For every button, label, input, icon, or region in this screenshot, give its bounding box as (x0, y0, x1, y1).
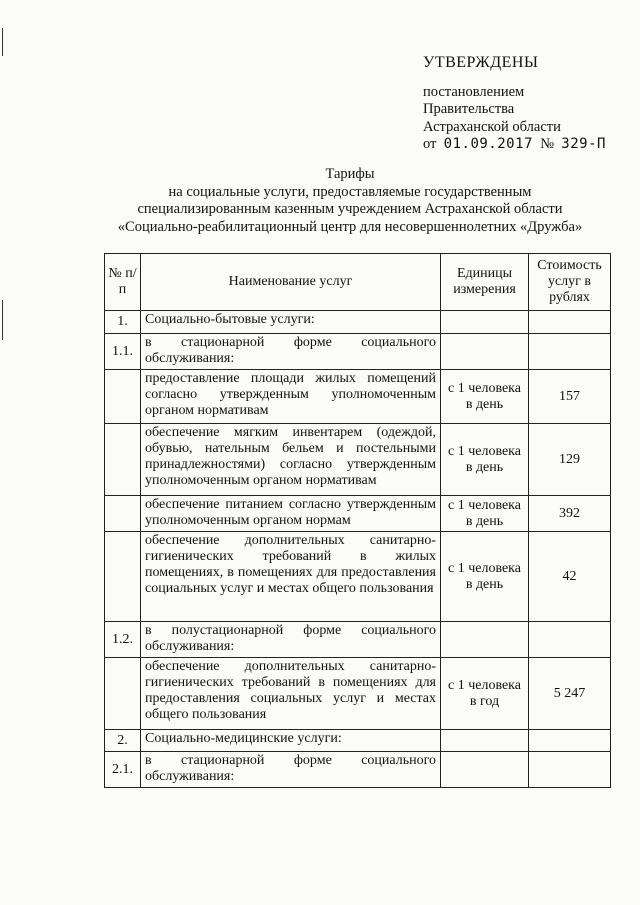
document-title (90, 166, 610, 236)
row-name: обеспечение дополнительных санитарно-гигиенических требований в помещениях для предоставления социальных услуг и местах общего пользования (141, 658, 441, 730)
row-name: обеспечение дополнительных санитарно-гигиенических требований в жилых помещениях, в помещениях для предоставления социальных услуг и местах общего пользования (141, 532, 441, 622)
header-unit: Единицы измерения (441, 254, 529, 311)
row-cost (529, 730, 611, 752)
row-unit (441, 752, 529, 788)
row-name: Социально-бытовые услуги: (141, 311, 441, 334)
row-cost: 392 (529, 496, 611, 532)
row-unit (441, 334, 529, 370)
row-num (105, 424, 141, 496)
row-name: в стационарной форме социального обслуживания: (141, 334, 441, 370)
approval-line: Астраханской области (423, 118, 561, 135)
row-unit: с 1 человека в год (441, 658, 529, 730)
table-row (105, 424, 611, 496)
row-unit (441, 311, 529, 334)
header-num: № п/п (105, 254, 141, 311)
row-name: обеспечение питанием согласно утвержденным уполномоченным органом нормам (141, 496, 441, 532)
row-unit (441, 730, 529, 752)
table-row (105, 752, 611, 788)
row-unit: с 1 человека в день (441, 496, 529, 532)
row-num: 1. (105, 311, 141, 334)
table-row (105, 658, 611, 730)
approval-line: постановлением (423, 83, 525, 100)
header-name: Наименование услуг (141, 254, 441, 311)
approval-heading: УТВЕРЖДЕНЫ (423, 54, 539, 71)
header-cost: Стоимость услуг в рублях (529, 254, 611, 311)
row-cost: 129 (529, 424, 611, 496)
title-line: специализированным казенным учреждением Астраханской области (137, 201, 563, 217)
table-row (105, 311, 611, 334)
row-num (105, 532, 141, 622)
order-number-sign: № (540, 136, 555, 152)
row-cost (529, 311, 611, 334)
row-num: 1.1. (105, 334, 141, 370)
row-cost (529, 622, 611, 658)
approval-line: Правительства (423, 101, 515, 117)
row-num: 2.1. (105, 752, 141, 788)
scan-edge-mark (2, 28, 3, 56)
row-unit (441, 622, 529, 658)
row-name: в полустационарной форме социального обслуживания: (141, 622, 441, 658)
table-row (105, 370, 611, 424)
tariff-table (104, 253, 611, 788)
row-unit: с 1 человека в день (441, 370, 529, 424)
table-row (105, 532, 611, 622)
row-cost: 5 247 (529, 658, 611, 730)
row-num: 1.2. (105, 622, 141, 658)
row-cost: 42 (529, 532, 611, 622)
order-prefix: от (423, 136, 437, 152)
title-line: Тарифы (325, 166, 375, 182)
row-num (105, 496, 141, 532)
row-name: предоставление площади жилых помещений согласно утвержденным уполномоченным органом нормативам (141, 370, 441, 424)
row-num (105, 370, 141, 424)
order-date: 01.09.2017 (443, 136, 533, 152)
title-line: «Социально-реабилитационный центр для несовершеннолетних «Дружба» (117, 218, 583, 235)
scan-edge-mark (2, 300, 3, 340)
row-unit: с 1 человека в день (441, 424, 529, 496)
row-num: 2. (105, 730, 141, 752)
row-name: Социально-медицинские услуги: (141, 730, 441, 752)
table-row (105, 730, 611, 752)
row-name: в стационарной форме социального обслуживания: (141, 752, 441, 788)
row-cost: 157 (529, 370, 611, 424)
table-header-row (105, 254, 611, 311)
table-row (105, 334, 611, 370)
order-reference (423, 136, 623, 154)
approval-block (423, 54, 623, 154)
row-num (105, 658, 141, 730)
row-name: обеспечение мягким инвентарем (одеждой, обувью, нательным бельем и постельными принадлежностями) согласно утвержденным уполномоченным органом нормативам (141, 424, 441, 496)
row-unit: с 1 человека в день (441, 532, 529, 622)
table-row (105, 496, 611, 532)
table-row (105, 622, 611, 658)
order-number: 329-П (561, 136, 606, 152)
title-line: на социальные услуги, предоставляемые государственным (168, 183, 532, 200)
row-cost (529, 334, 611, 370)
row-cost (529, 752, 611, 788)
